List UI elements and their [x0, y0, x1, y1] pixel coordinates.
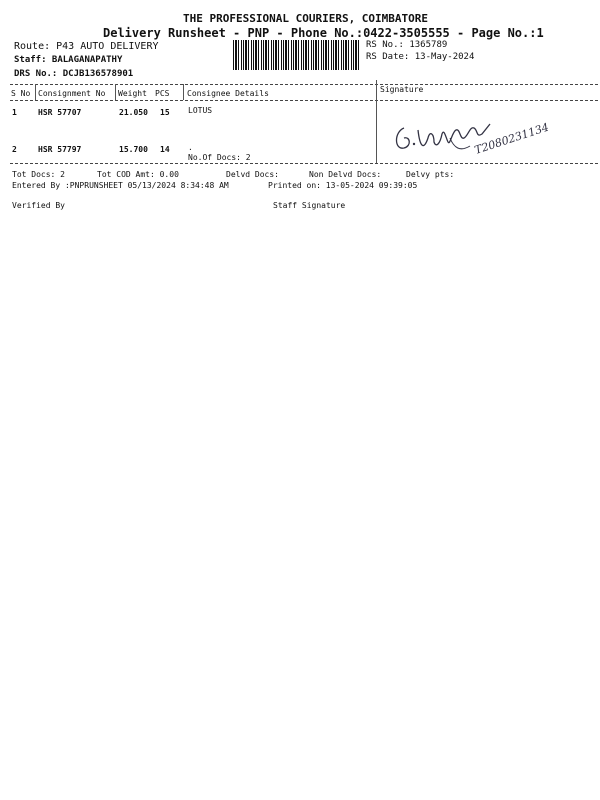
- header-pcs: PCS: [155, 89, 170, 98]
- header-consignment: Consignment No: [38, 89, 106, 98]
- rs-date: RS Date: 13-May-2024: [366, 52, 475, 62]
- table-row-1-consignment: HSR 57707: [38, 108, 82, 117]
- table-row-2-pcs: 14: [160, 145, 170, 154]
- total-cod-amount: Tot COD Amt: 0.00: [97, 170, 179, 179]
- staff-signature-label: Staff Signature: [273, 201, 346, 210]
- barcode-image: [233, 40, 359, 70]
- delivered-docs: Delvd Docs:: [226, 170, 279, 179]
- table-row-2-doc-count: No.Of Docs: 2: [188, 153, 251, 162]
- table-row-1-pcs: 15: [160, 108, 170, 117]
- route-label: Route: P43 AUTO DELIVERY: [14, 41, 159, 52]
- table-row-2-consignee: .: [188, 143, 193, 152]
- verified-by: Verified By: [12, 201, 65, 210]
- signature-col-sep: [376, 80, 377, 164]
- total-docs: Tot Docs: 2: [12, 170, 65, 179]
- entered-by: Entered By :PNPRUNSHEET 05/13/2024 8:34:48 AM: [12, 181, 229, 190]
- non-delivered-docs: Non Delvd Docs:: [309, 170, 382, 179]
- header-signature: Signature: [380, 85, 424, 94]
- rs-number: RS No.: 1365789: [366, 40, 448, 50]
- header-weight: Weight: [118, 89, 147, 98]
- delivery-points: Delvy pts:: [406, 170, 455, 179]
- table-bottom-rule: [10, 163, 598, 164]
- table-row-2-weight: 15.700: [119, 145, 148, 154]
- table-row-2-sno: 2: [12, 145, 17, 154]
- col-sep: [183, 84, 184, 100]
- table-row-2-consignment: HSR 57797: [38, 145, 82, 154]
- handwritten-note: T2080231134: [472, 120, 551, 157]
- runsheet-subtitle: Delivery Runsheet - PNP - Phone No.:0422-3505555 - Page No.:1: [103, 26, 544, 40]
- drs-number: DRS No.: DCJB136578901: [14, 69, 134, 79]
- col-sep: [35, 84, 36, 100]
- staff-label: Staff: BALAGANAPATHY: [14, 55, 123, 65]
- header-sno: S No: [11, 89, 31, 98]
- handwritten-signature: [390, 108, 590, 164]
- table-row-1-sno: 1: [12, 108, 17, 117]
- table-row-1-consignee: LOTUS: [188, 106, 213, 115]
- header-consignee: Consignee Details: [187, 89, 269, 98]
- table-row-1-weight: 21.050: [119, 108, 148, 117]
- table-top-rule: [10, 84, 598, 85]
- table-header-rule: [10, 100, 598, 101]
- col-sep: [115, 84, 116, 100]
- company-title: THE PROFESSIONAL COURIERS, COIMBATORE: [183, 12, 429, 25]
- printed-on: Printed on: 13-05-2024 09:39:05: [268, 181, 418, 190]
